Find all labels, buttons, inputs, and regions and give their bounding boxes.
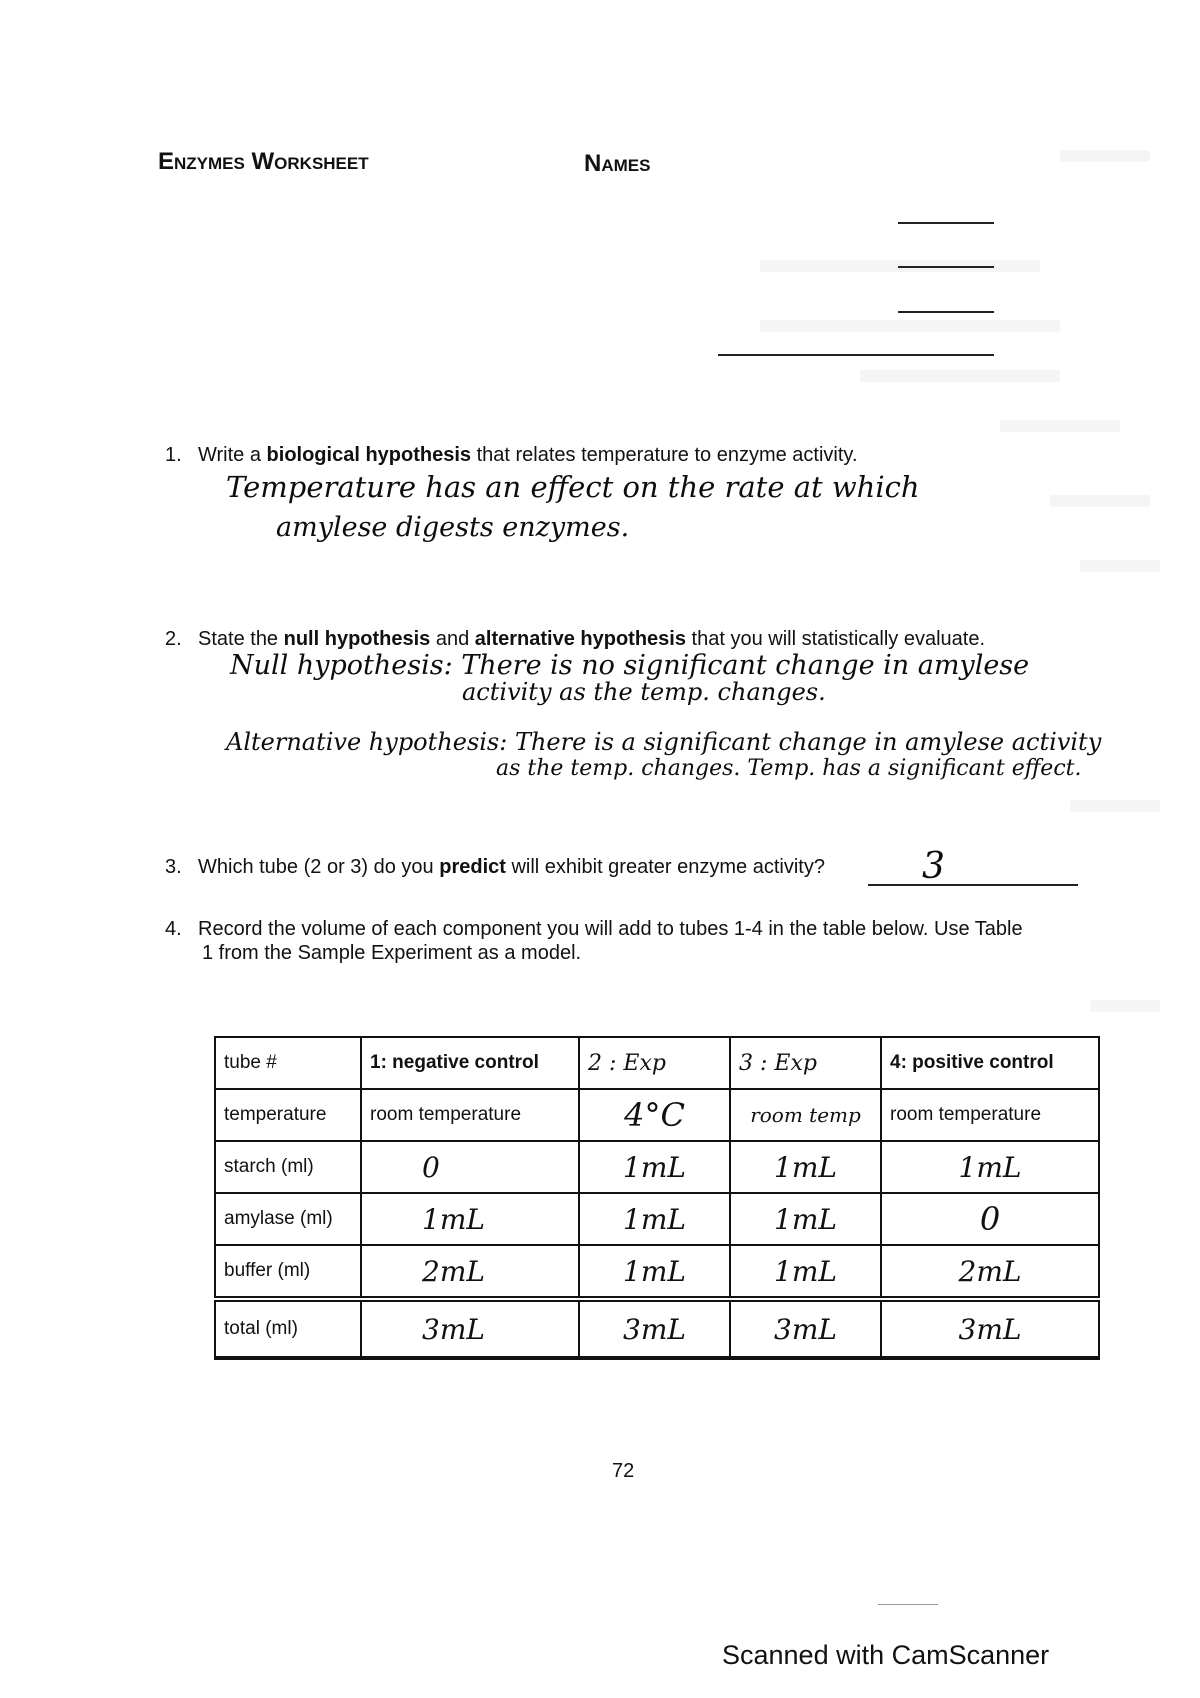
table-cell[interactable]: 1mL [730,1193,881,1245]
names-label: Names [584,150,651,177]
table-cell[interactable]: 1mL [579,1141,730,1193]
question-number: 3. [165,856,182,878]
table-header-cell: 3 : Exp [730,1037,881,1089]
table-header-cell: 1: negative control [361,1037,579,1089]
name-blank-1[interactable] [898,222,994,224]
table-cell[interactable]: 1mL [881,1141,1099,1193]
q3-answer-blank[interactable] [868,884,1078,886]
question-number: 1. [165,444,182,466]
question-4-continued: 1 from the Sample Experiment as a model. [202,942,582,964]
table-cell[interactable]: 1mL [730,1141,881,1193]
table-header-row [215,1037,1099,1089]
table-row [215,1089,1099,1141]
table-cell[interactable]: 4°C [579,1089,730,1141]
page-number: 72 [612,1460,635,1482]
table-cell: room temperature [361,1089,579,1141]
footer-divider [878,1604,938,1605]
table-total-row [215,1299,1099,1358]
table-cell[interactable]: 1mL [361,1193,579,1245]
table-cell[interactable]: room temp [730,1089,881,1141]
q3-answer[interactable]: 3 [922,846,945,887]
question-1: 1. Write a biological hypothesis that relates temperature to enzyme activity. [165,444,858,466]
q2-alt-line-2[interactable]: as the temp. changes. Temp. has a significant effect. [496,756,1082,781]
worksheet-title: Enzymes Worksheet [158,148,369,175]
name-blank-4[interactable] [718,354,994,356]
table-header-cell: tube # [215,1037,361,1089]
table-cell[interactable]: 0 [361,1141,579,1193]
table-cell[interactable]: 0 [881,1193,1099,1245]
q1-answer-line-2[interactable]: amylese digests enzymes. [276,512,630,543]
row-label: temperature [215,1089,361,1141]
table-row [215,1245,1099,1299]
question-3: 3. Which tube (2 or 3) do you predict will exhibit greater enzyme activity? [165,856,825,878]
row-label: buffer (ml) [215,1245,361,1299]
row-label: amylase (ml) [215,1193,361,1245]
question-number: 4. [165,918,182,940]
q1-answer-line-1[interactable]: Temperature has an effect on the rate at which [226,470,920,504]
table-cell[interactable]: 1mL [579,1245,730,1299]
table-cell: room temperature [881,1089,1099,1141]
question-number: 2. [165,628,182,650]
table-cell[interactable]: 3mL [730,1299,881,1358]
table-header-cell: 2 : Exp [579,1037,730,1089]
question-2: 2. State the null hypothesis and alternative hypothesis that you will statistically evaluate. [165,628,986,650]
tube-volume-table [214,1036,1100,1360]
table-cell[interactable]: 3mL [881,1299,1099,1358]
table-row [215,1141,1099,1193]
table-cell[interactable]: 2mL [881,1245,1099,1299]
table-row [215,1193,1099,1245]
table-header-cell: 4: positive control [881,1037,1099,1089]
table-cell[interactable]: 1mL [730,1245,881,1299]
q2-null-line-1[interactable]: Null hypothesis: There is no significant change in amylese [230,650,1030,681]
row-label: starch (ml) [215,1141,361,1193]
scanner-watermark: Scanned with CamScanner [722,1640,1050,1670]
table-cell[interactable]: 3mL [361,1299,579,1358]
table-cell[interactable]: 2mL [361,1245,579,1299]
name-blank-2[interactable] [898,266,994,268]
table-cell[interactable]: 3mL [579,1299,730,1358]
name-blank-3[interactable] [898,311,994,313]
question-4: 4. Record the volume of each component you will add to tubes 1-4 in the table below. Use Table [165,918,1023,940]
q2-null-line-2[interactable]: activity as the temp. changes. [462,678,826,706]
q2-alt-line-1[interactable]: Alternative hypothesis: There is a significant change in amylese activity [226,728,1102,756]
row-label: total (ml) [215,1299,361,1358]
table-cell[interactable]: 1mL [579,1193,730,1245]
